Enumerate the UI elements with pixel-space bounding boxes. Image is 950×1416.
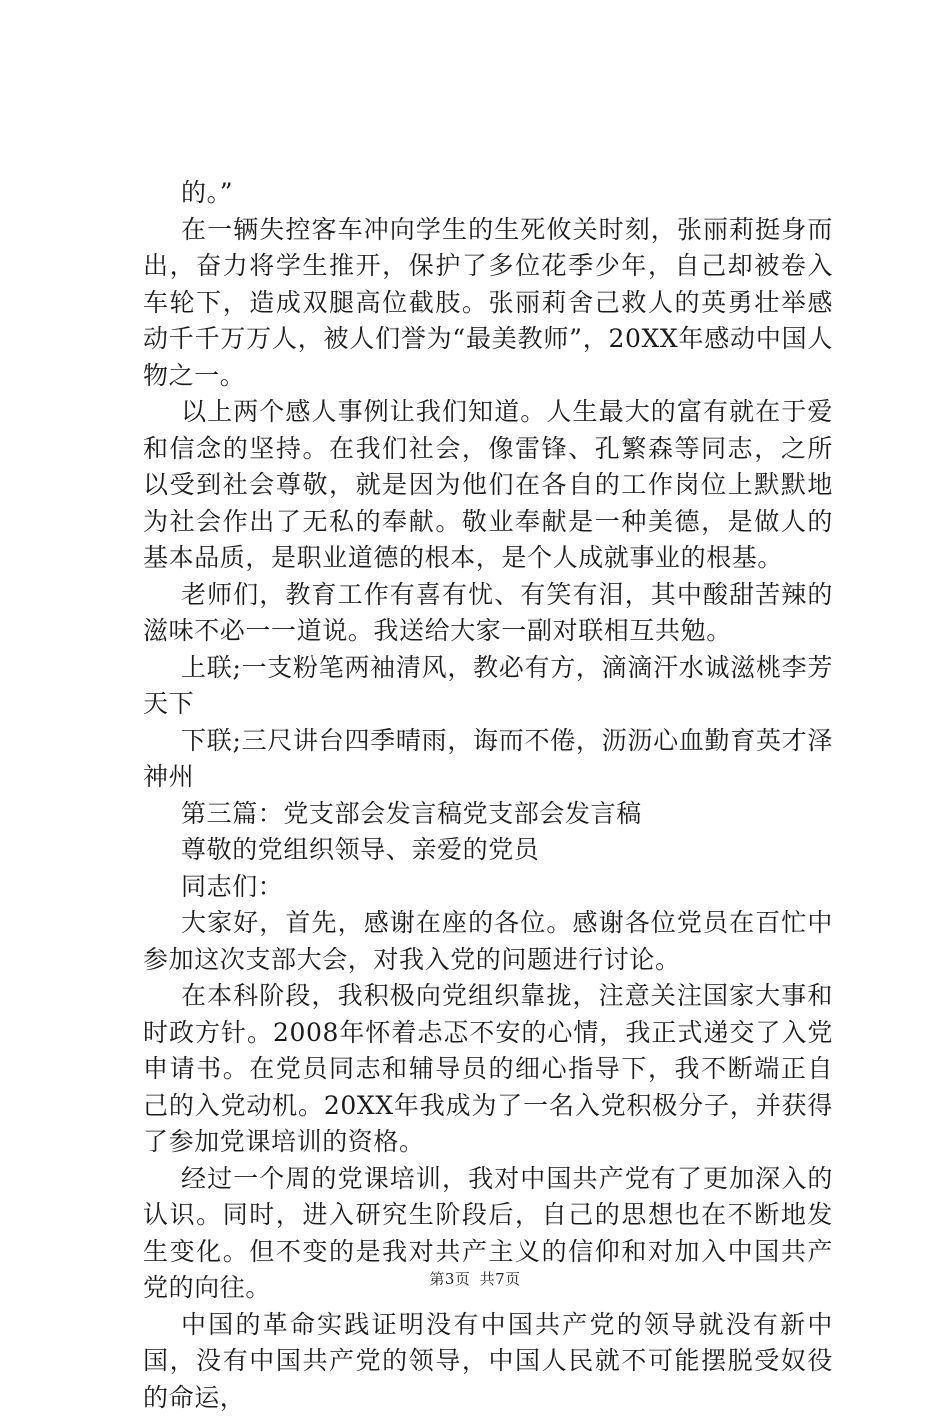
section-heading: 第三篇：党支部会发言稿党支部会发言稿 [143, 796, 833, 833]
paragraph: 中国的革命实践证明没有中国共产党的领导就没有新中国，没有中国共产党的领导，中国人民就不可能摆脱受奴役的命运， [143, 1307, 833, 1416]
page-number: 第3页 [429, 1270, 470, 1288]
paragraph: 在一辆失控客车冲向学生的生死攸关时刻，张丽莉挺身而出，奋力将学生推开，保护了多位花季少年，自己却被卷入车轮下，造成双腿高位截肢。张丽莉舍己救人的英勇壮举感动千千万万人，被人们誉为“最美教师”，20XX年感动中国人物之一。 [143, 212, 833, 395]
paragraph: 大家好，首先，感谢在座的各位。感谢各位党员在百忙中参加这次支部大会，对我入党的问题进行讨论。 [143, 905, 833, 978]
paragraph: 老师们，教育工作有喜有忧、有笑有泪，其中酸甜苦辣的滋味不必一一道说。我送给大家一副对联相互共勉。 [143, 577, 833, 650]
salutation: 同志们： [143, 869, 833, 906]
paragraph: 上联;一支粉笔两袖清风，教必有方，滴滴汗水诚滋桃李芳天下 [143, 650, 833, 723]
paragraph: 在本科阶段，我积极向党组织靠拢，注意关注国家大事和时政方针。2008年怀着忐忑不安的心情，我正式递交了入党申请书。在党员同志和辅导员的细心指导下，我不断端正自己的入党动机。20XX年我成为了一名入党积极分子，并获得了参加党课培训的资格。 [143, 978, 833, 1161]
page-total: 共7页 [480, 1270, 521, 1288]
paragraph: 下联;三尺讲台四季晴雨，诲而不倦，沥沥心血勤育英才泽神州 [143, 723, 833, 796]
page-footer [0, 1268, 950, 1289]
document-body [143, 175, 833, 1416]
paragraph: 以上两个感人事例让我们知道。人生最大的富有就在于爱和信念的坚持。在我们社会，像雷锋、孔繁森等同志，之所以受到社会尊敬，就是因为他们在各自的工作岗位上默默地为社会作出了无私的奉献。敬业奉献是一种美德，是做人的基本品质，是职业道德的根本，是个人成就事业的根基。 [143, 394, 833, 577]
paragraph: 经过一个周的党课培训，我对中国共产党有了更加深入的认识。同时，进入研究生阶段后，自己的思想也在不断地发生变化。但不变的是我对共产主义的信仰和对加入中国共产党的向往。 [143, 1161, 833, 1307]
paragraph: 的。” [143, 175, 833, 212]
salutation: 尊敬的党组织领导、亲爱的党员 [143, 832, 833, 869]
